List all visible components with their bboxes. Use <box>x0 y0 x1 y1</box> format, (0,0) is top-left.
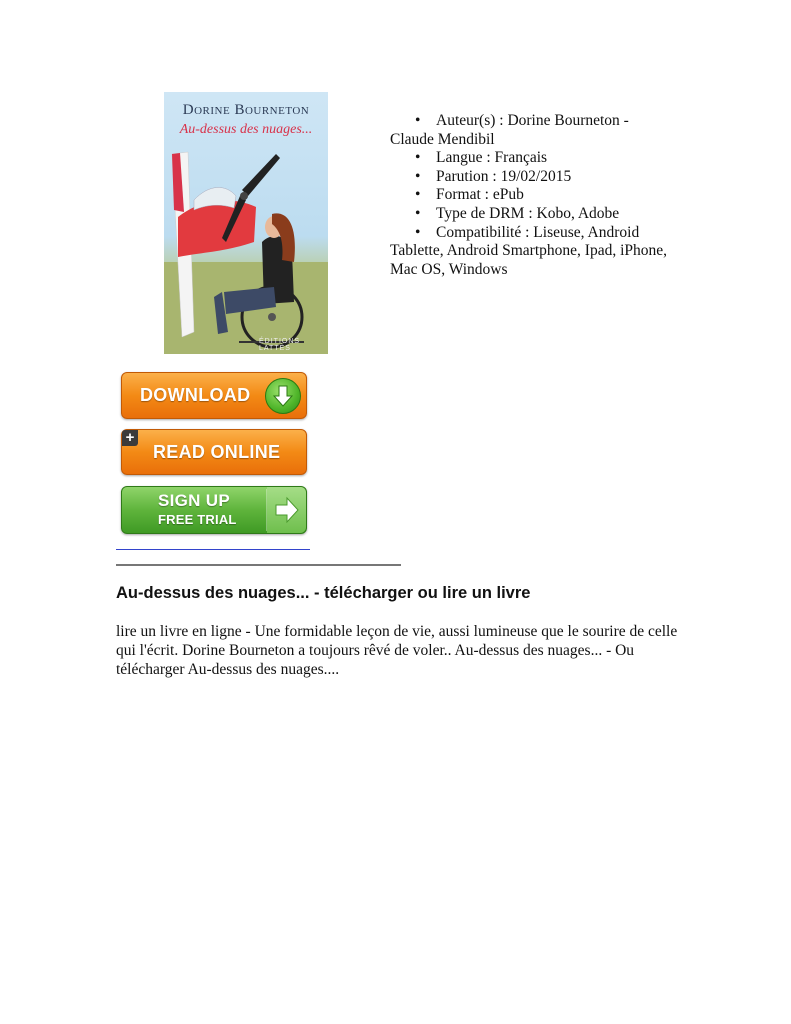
language-text: Langue : Français <box>436 149 548 167</box>
author-text-continued: Claude Mendibil <box>390 130 495 148</box>
cover-publisher: ÉDITIONS LATTÈS <box>259 338 301 352</box>
bullet-icon: • <box>415 186 421 204</box>
download-label: DOWNLOAD <box>140 385 251 405</box>
author-text: Auteur(s) : Dorine Bourneton - <box>436 112 629 129</box>
download-button[interactable] <box>121 372 307 419</box>
section-title: Au-dessus des nuages... - télécharger ou lire un livre <box>116 584 531 602</box>
free-trial-label: FREE TRIAL <box>158 512 237 527</box>
description-paragraph: lire un livre en ligne - Une formidable leçon de vie, aussi lumineuse que le sourire de celle qui l'écrit. Dorine Bourneton a toujours rêvé de voler.. Au-dessus des nuages... - Ou télécharger Au-dessus des nuages.... <box>116 623 678 678</box>
bullet-icon: • <box>415 223 421 241</box>
list-item-format <box>390 186 680 205</box>
drm-text: Type de DRM : Kobo, Adobe <box>436 204 620 222</box>
empty-link[interactable] <box>116 549 310 550</box>
cover-author: Dorine Bourneton <box>182 102 310 118</box>
bullet-icon: • <box>415 112 421 129</box>
cover-title: Au-dessus des nuages... <box>179 122 313 137</box>
list-item-drm <box>390 205 680 224</box>
compatibility-text-continued: Tablette, Android Smartphone, Ipad, iPhone, Mac OS, Windows <box>390 242 668 278</box>
date-text: Parution : 19/02/2015 <box>436 167 572 185</box>
bullet-icon: • <box>415 149 421 167</box>
list-item-author <box>390 112 680 149</box>
list-item-compatibility <box>390 224 680 280</box>
plus-icon: + <box>122 430 138 446</box>
bullet-icon: • <box>415 204 421 222</box>
read-online-button[interactable] <box>121 429 307 475</box>
sign-up-label: SIGN UP <box>158 491 231 510</box>
read-online-label: READ ONLINE <box>153 442 281 462</box>
compatibility-text: Compatibilité : Liseuse, Android <box>436 223 640 241</box>
list-item-date <box>390 168 680 187</box>
list-item-language <box>390 149 680 168</box>
sign-up-button[interactable] <box>121 486 307 534</box>
format-text: Format : ePub <box>436 186 524 204</box>
download-arrow-icon <box>265 378 301 414</box>
book-metadata-list <box>390 112 680 279</box>
horizontal-divider <box>116 564 401 566</box>
bullet-icon: • <box>415 167 421 185</box>
book-cover-image <box>164 92 328 354</box>
arrow-right-icon <box>267 487 306 533</box>
